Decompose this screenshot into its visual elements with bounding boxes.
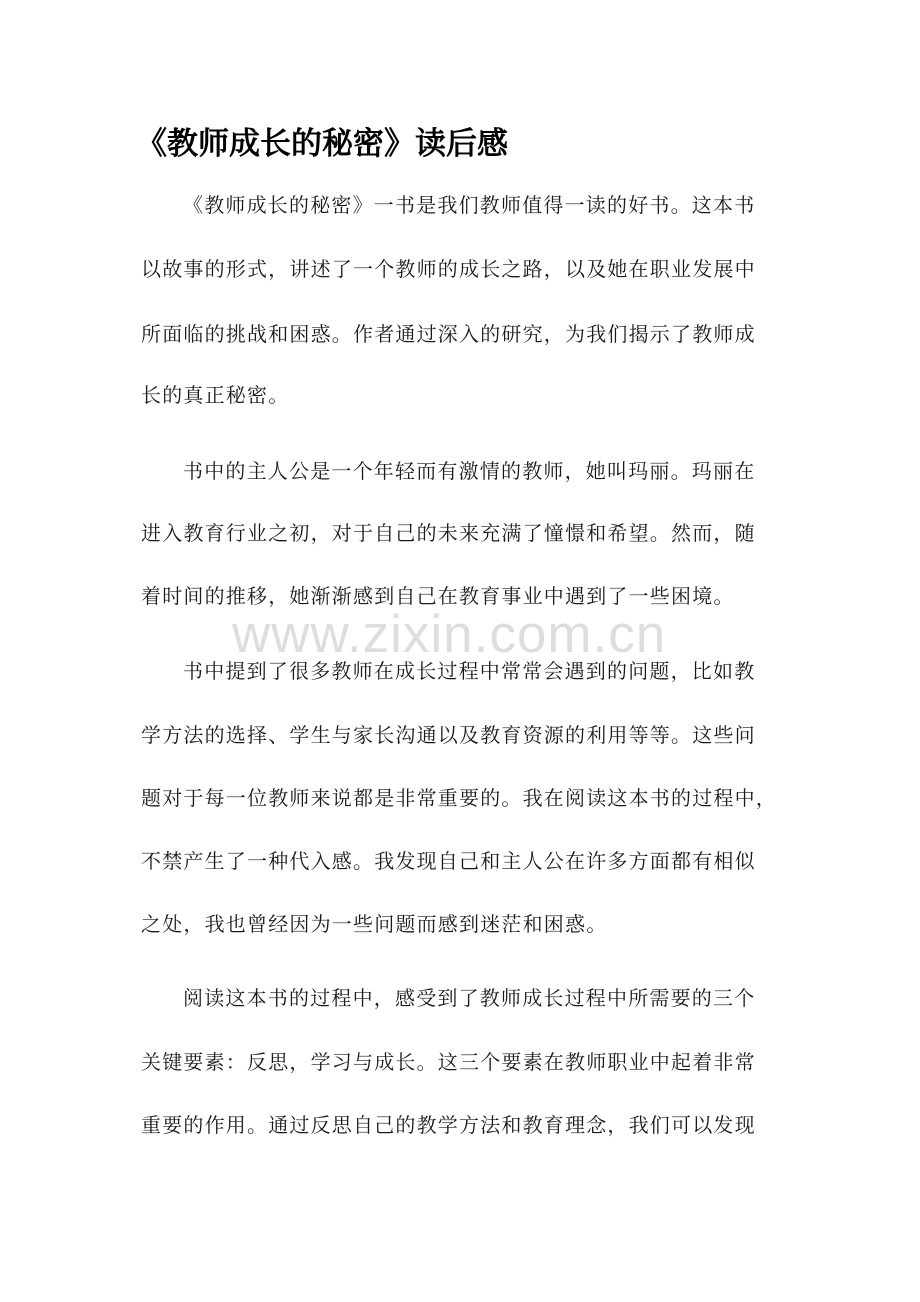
paragraph-3-line-3: 题对于每一位教师来说都是非常重要的。我在阅读这本书的过程中，: [141, 786, 777, 810]
paragraph-3-line-4: 不禁产生了一种代入感。我发现自己和主人公在许多方面都有相似: [141, 849, 756, 873]
paragraph-2-line-2: 进入教育行业之初，对于自己的未来充满了憧憬和希望。然而，随: [141, 521, 756, 545]
paragraph-4-line-1: 阅读这本书的过程中，感受到了教师成长过程中所需要的三个: [183, 986, 756, 1010]
paragraph-2-line-1: 书中的主人公是一个年轻而有激情的教师，她叫玛丽。玛丽在: [183, 459, 756, 483]
paragraph-2-line-3: 着时间的推移，她渐渐感到自己在教育事业中遇到了一些困境。: [141, 584, 735, 608]
document-title: 《教师成长的秘密》读后感: [136, 126, 508, 162]
paragraph-3-line-1: 书中提到了很多教师在成长过程中常常会遇到的问题，比如教: [183, 659, 756, 683]
paragraph-4-line-3: 重要的作用。通过反思自己的教学方法和教育理念，我们可以发现: [141, 1113, 756, 1137]
paragraph-1-line-1: 《教师成长的秘密》一书是我们教师值得一读的好书。这本书: [183, 193, 756, 217]
paragraph-3-line-5: 之处，我也曾经因为一些问题而感到迷茫和困惑。: [141, 912, 608, 936]
watermark: www.zixin.com.cn: [232, 605, 667, 664]
paragraph-1-line-3: 所面临的挑战和困惑。作者通过深入的研究，为我们揭示了教师成: [141, 322, 756, 346]
paragraph-1-line-4: 长的真正秘密。: [141, 383, 290, 407]
paragraph-4-line-2: 关键要素：反思，学习与成长。这三个要素在教师职业中起着非常: [141, 1050, 756, 1074]
paragraph-1-line-2: 以故事的形式，讲述了一个教师的成长之路，以及她在职业发展中: [141, 257, 756, 281]
paragraph-3-line-2: 学方法的选择、学生与家长沟通以及教育资源的利用等等。这些问: [141, 723, 756, 747]
